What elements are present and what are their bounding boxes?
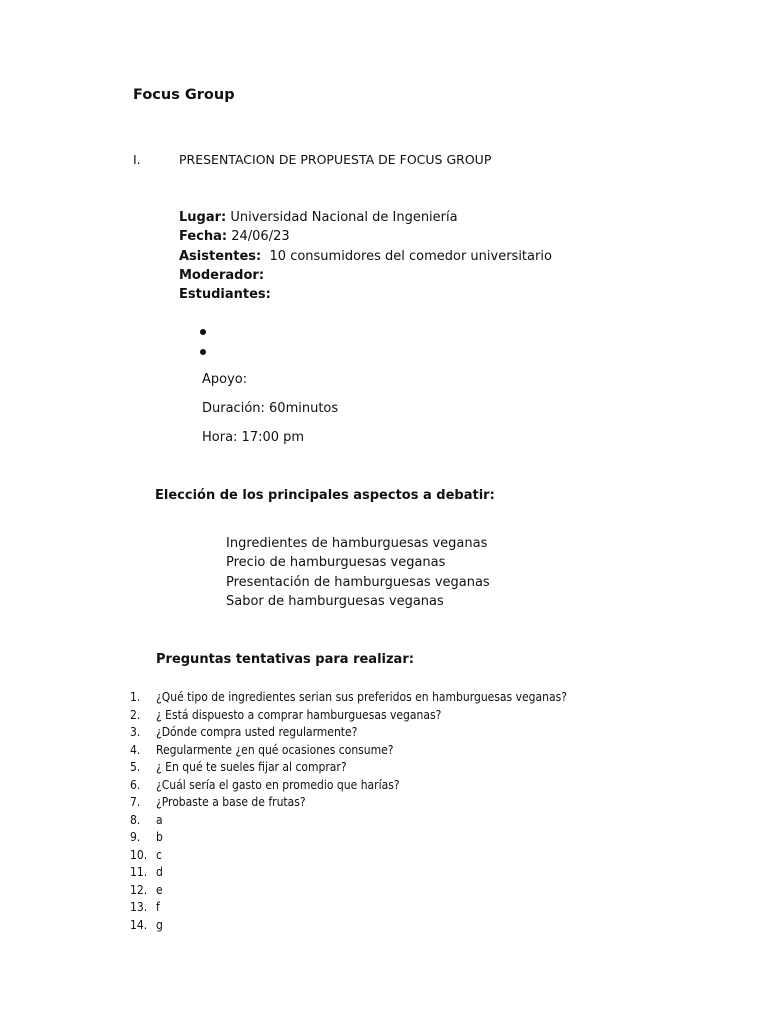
item-number: 6. (130, 777, 141, 792)
item-number: 7. (130, 795, 141, 809)
item-number: 13. (130, 900, 148, 914)
info-value: 24/06/23 (227, 229, 290, 245)
questions-heading: Preguntas tentativas para realizar: (156, 652, 414, 667)
section-number: I. (133, 152, 141, 167)
aspects-heading: Elección de los principales aspectos a debatir: (155, 488, 495, 503)
list-item (130, 743, 567, 761)
info-value: 10 consumidores del comedor universitario (261, 248, 552, 264)
item-number: 4. (130, 742, 141, 757)
item-text: ¿Dónde compra usted regularmente? (156, 725, 358, 739)
page-title: Focus Group (133, 87, 235, 103)
item-text: b (156, 830, 163, 844)
extra-info-block (202, 372, 338, 458)
info-row-moderador (179, 266, 552, 285)
item-number: 14. (130, 917, 148, 932)
item-text: Regularmente ¿en qué ocasiones consume? (156, 742, 394, 757)
bullet-icon (200, 329, 206, 335)
hora-line: Hora: 17:00 pm (202, 429, 305, 445)
bullet-icon (200, 349, 206, 355)
item-text: ¿Probaste a base de frutas? (156, 795, 306, 809)
section-heading (133, 152, 491, 167)
item-number: 12. (130, 882, 148, 897)
item-text: ¿Cuál sería el gasto en promedio que harías? (156, 777, 400, 792)
item-text: a (156, 812, 163, 827)
info-label: Moderador: (179, 267, 265, 283)
list-item (130, 900, 567, 918)
info-label: Estudiantes: (179, 287, 271, 303)
list-item (130, 848, 567, 866)
item-text: f (156, 900, 160, 914)
section-title: PRESENTACION DE PROPUESTA DE FOCUS GROUP (179, 152, 492, 167)
list-item: Ingredientes de hamburguesas veganas (226, 536, 488, 551)
info-row-lugar (179, 208, 552, 227)
list-item: Precio de hamburguesas veganas (226, 555, 446, 571)
aspects-list (226, 536, 490, 613)
item-text: c (156, 847, 162, 862)
apoyo-line: Apoyo: (202, 372, 248, 387)
list-item (130, 690, 567, 708)
item-text: d (156, 865, 163, 879)
list-item (130, 760, 567, 778)
item-number: 5. (130, 760, 141, 774)
list-item (130, 918, 567, 936)
item-number: 3. (130, 725, 141, 739)
info-row-asistentes (179, 247, 552, 266)
item-number: 1. (130, 690, 141, 704)
list-item (130, 865, 567, 883)
info-block (179, 208, 552, 304)
list-item (130, 725, 567, 743)
list-item (130, 795, 567, 813)
questions-list (130, 690, 567, 935)
list-item (130, 778, 567, 796)
list-item (130, 830, 567, 848)
item-number: 2. (130, 707, 141, 722)
list-item: Presentación de hamburguesas veganas (226, 574, 490, 590)
item-text: ¿ En qué te sueles fijar al comprar? (156, 760, 347, 774)
list-item (130, 883, 567, 901)
item-number: 11. (130, 865, 148, 879)
item-text: ¿Qué tipo de ingredientes serian sus preferidos en hamburguesas veganas? (156, 690, 567, 704)
info-row-estudiantes (179, 285, 552, 304)
list-item (130, 813, 567, 831)
item-text: ¿ Está dispuesto a comprar hamburguesas veganas? (156, 707, 442, 722)
item-number: 8. (130, 812, 141, 827)
item-number: 10. (130, 847, 148, 862)
item-text: e (156, 882, 163, 897)
info-row-fecha (179, 227, 552, 246)
info-label: Fecha: (179, 229, 228, 245)
info-label: Asistentes: (179, 248, 262, 264)
list-item (130, 708, 567, 726)
item-text: g (156, 917, 163, 932)
item-number: 9. (130, 830, 141, 844)
duracion-line: Duración: 60minutos (202, 400, 339, 416)
list-item: Sabor de hamburguesas veganas (226, 593, 444, 609)
info-label: Lugar: (179, 210, 227, 225)
info-value: Universidad Nacional de Ingeniería (226, 210, 458, 225)
